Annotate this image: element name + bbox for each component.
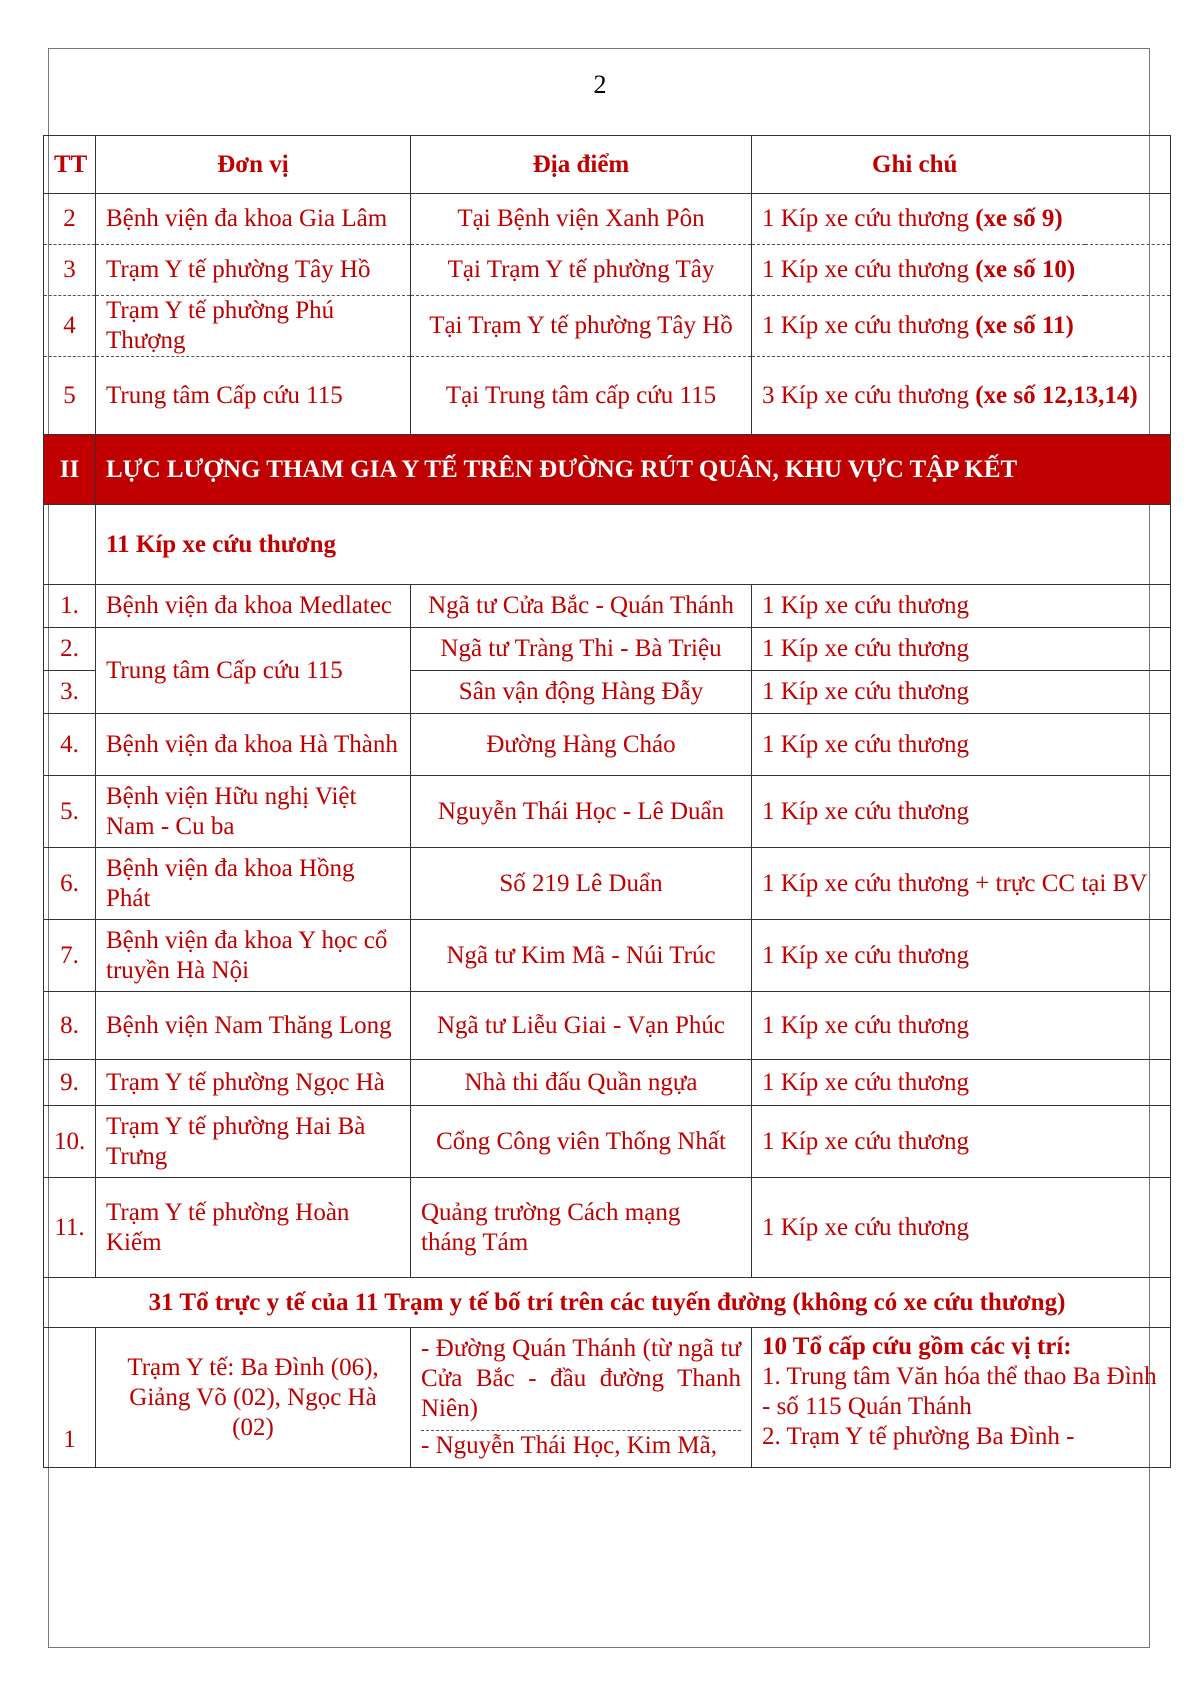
vehicle-number: (xe số 11) (975, 312, 1074, 339)
row-location: Cổng Công viên Thống Nhất (411, 1106, 752, 1178)
table-row (44, 296, 1171, 357)
row-unit: Bệnh viện đa khoa Medlatec (96, 585, 411, 628)
vehicle-number: (xe số 9) (975, 205, 1063, 232)
note-text: 3 Kíp xe cứu thương (762, 381, 976, 409)
row-note: 1 Kíp xe cứu thương (752, 714, 1171, 776)
table-row (44, 1178, 1171, 1278)
note-item: 1. Trung tâm Văn hóa thể thao Ba Đình - số 115 Quán Thánh (762, 1363, 1157, 1420)
row-unit: Bệnh viện Hữu nghị Việt Nam - Cu ba (96, 776, 411, 848)
table-row (44, 585, 1171, 628)
row-location: Ngã tư Tràng Thi - Bà Triệu (411, 628, 752, 671)
row-tt: 3. (44, 671, 96, 714)
row-note: 1 Kíp xe cứu thương (752, 1178, 1171, 1278)
table-row (44, 992, 1171, 1060)
table-row (44, 1106, 1171, 1178)
row-note (752, 245, 1171, 296)
row-tt: 2 (44, 194, 96, 245)
row-location: Ngã tư Kim Mã - Núi Trúc (411, 920, 752, 992)
row-note: 1 Kíp xe cứu thương (752, 585, 1171, 628)
table-row (44, 848, 1171, 920)
row-note: 1 Kíp xe cứu thương (752, 776, 1171, 848)
table-row (44, 1060, 1171, 1106)
row-tt: 4. (44, 714, 96, 776)
location-segment: - Nguyễn Thái Học, Kim Mã, (421, 1432, 718, 1459)
row-unit: Bệnh viện Nam Thăng Long (96, 992, 411, 1060)
table-row (44, 714, 1171, 776)
row-note (752, 194, 1171, 245)
row-tt: 3 (44, 245, 96, 296)
row-note: 1 Kíp xe cứu thương (752, 1106, 1171, 1178)
note-text: 1 Kíp xe cứu thương (762, 312, 976, 339)
row-note (752, 357, 1171, 435)
section-header-row (44, 435, 1171, 505)
row-location: Ngã tư Cửa Bắc - Quán Thánh (411, 585, 752, 628)
vehicle-number: (xe số 10) (975, 256, 1076, 283)
table-header-row (44, 136, 1171, 194)
row-tt: 9. (44, 1060, 96, 1106)
row-note: 1 Kíp xe cứu thương (752, 992, 1171, 1060)
note-title: 10 Tổ cấp cứu gồm các vị trí: (762, 1333, 1072, 1360)
row-unit: Trạm Y tế phường Ngọc Hà (96, 1060, 411, 1106)
note-item: 2. Trạm Y tế phường Ba Đình - (762, 1423, 1075, 1450)
header-tt: TT (44, 136, 96, 194)
header-location: Địa điểm (411, 136, 752, 194)
row-unit: Bệnh viện đa khoa Gia Lâm (96, 194, 411, 245)
row-note: 1 Kíp xe cứu thương (752, 1060, 1171, 1106)
header-unit: Đơn vị (96, 136, 411, 194)
row-tt: 11. (44, 1178, 96, 1278)
row-location: Nguyễn Thái Học - Lê Duẩn (411, 776, 752, 848)
row-tt: 8. (44, 992, 96, 1060)
table-row (44, 245, 1171, 296)
row-location: Tại Bệnh viện Xanh Pôn (411, 194, 752, 245)
row-unit: Trạm Y tế phường Phú Thượng (96, 296, 411, 357)
page-number: 2 (593, 70, 607, 99)
subheading-ambulance: 11 Kíp xe cứu thương (96, 505, 1171, 585)
note-text: 1 Kíp xe cứu thương (762, 205, 976, 232)
row-tt: 5 (44, 357, 96, 435)
row-location: Tại Trạm Y tế phường Tây (411, 245, 752, 296)
row-unit: Trạm Y tế: Ba Đình (06), Giảng Võ (02), Ngọc Hà (02) (96, 1328, 411, 1468)
row-unit: Bệnh viện đa khoa Hồng Phát (96, 848, 411, 920)
row-tt: 2. (44, 628, 96, 671)
row-note (752, 1328, 1171, 1468)
row-unit: Trạm Y tế phường Hai Bà Trưng (96, 1106, 411, 1178)
row-note: 1 Kíp xe cứu thương + trực CC tại BV (752, 848, 1171, 920)
row-note: 1 Kíp xe cứu thương (752, 628, 1171, 671)
section-number: II (44, 435, 96, 505)
row-tt: 7. (44, 920, 96, 992)
row-note: 1 Kíp xe cứu thương (752, 671, 1171, 714)
table-row (44, 920, 1171, 992)
subheading-row (44, 1278, 1171, 1328)
row-note: 1 Kíp xe cứu thương (752, 920, 1171, 992)
table-row (44, 628, 1171, 671)
subheading-medical-teams: 31 Tổ trực y tế của 11 Trạm y tế bố trí trên các tuyến đường (không có xe cứu thương) (44, 1278, 1171, 1328)
row-unit: Trung tâm Cấp cứu 115 (96, 357, 411, 435)
row-unit: Trung tâm Cấp cứu 115 (96, 628, 411, 714)
row-location: Tại Trung tâm cấp cứu 115 (411, 357, 752, 435)
row-location: Nhà thi đấu Quần ngựa (411, 1060, 752, 1106)
row-location: Ngã tư Liễu Giai - Vạn Phúc (411, 992, 752, 1060)
row-location: Tại Trạm Y tế phường Tây Hồ (411, 296, 752, 357)
row-tt: 10. (44, 1106, 96, 1178)
row-unit: Trạm Y tế phường Tây Hồ (96, 245, 411, 296)
row-tt: 1 (44, 1328, 96, 1468)
row-location: Quảng trường Cách mạng tháng Tám (411, 1178, 752, 1278)
assignment-table (43, 135, 1171, 1468)
row-tt: 6. (44, 848, 96, 920)
table-row (44, 357, 1171, 435)
row-location: Số 219 Lê Duẩn (411, 848, 752, 920)
table-row (44, 1328, 1171, 1468)
row-note (752, 296, 1171, 357)
header-note: Ghi chú (752, 136, 1171, 194)
row-tt: 4 (44, 296, 96, 357)
row-location (411, 1328, 752, 1468)
location-segment: - Đường Quán Thánh (từ ngã tư Cửa Bắc - đầu đường Thanh Niên) (421, 1334, 741, 1431)
row-tt: 1. (44, 585, 96, 628)
vehicle-number: (xe số 12,13,14) (975, 381, 1138, 409)
row-location: Sân vận động Hàng Đẫy (411, 671, 752, 714)
subheading-row (44, 505, 1171, 585)
note-text: 1 Kíp xe cứu thương (762, 256, 976, 283)
row-unit: Trạm Y tế phường Hoàn Kiếm (96, 1178, 411, 1278)
row-tt: 5. (44, 776, 96, 848)
section-title: LỰC LƯỢNG THAM GIA Y TẾ TRÊN ĐƯỜNG RÚT QUÂN, KHU VỰC TẬP KẾT (96, 435, 1171, 505)
row-unit: Bệnh viện đa khoa Hà Thành (96, 714, 411, 776)
empty-cell (44, 505, 96, 585)
table-row (44, 776, 1171, 848)
row-unit: Bệnh viện đa khoa Y học cổ truyền Hà Nội (96, 920, 411, 992)
table-row (44, 194, 1171, 245)
row-location: Đường Hàng Cháo (411, 714, 752, 776)
